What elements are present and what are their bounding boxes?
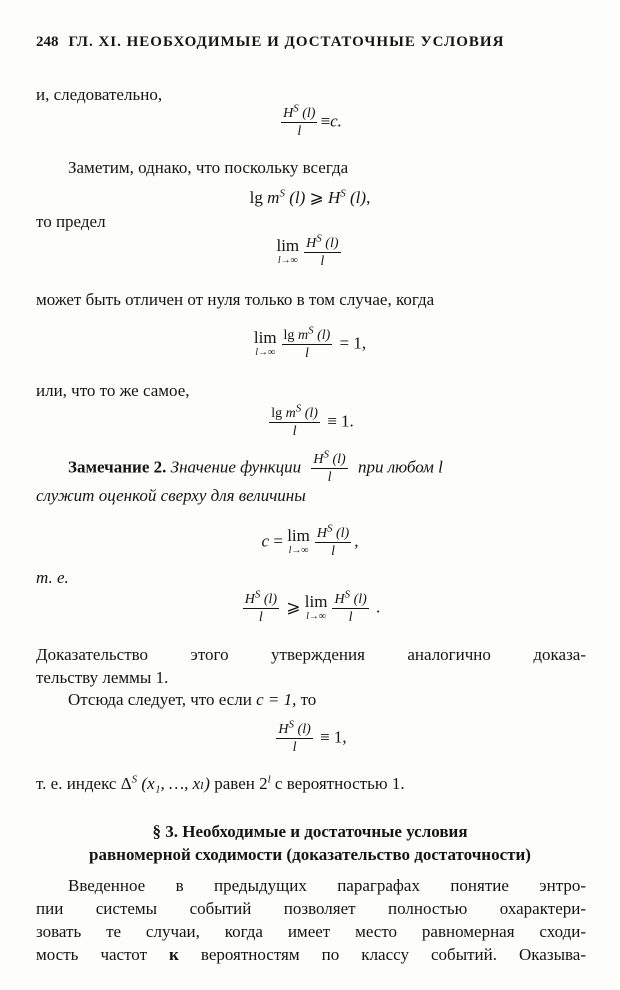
formula-upper-bound: $\frac{H^S (l)}{l}$ ⩾ lim l→∞ $\frac{H^S (l)}{l}$ . <box>244 588 381 625</box>
text-line: т. е. индекс $\Delta^S$ (x₁, …, xₗ) равен 2$^l$ с вероятностью 1. <box>36 773 405 793</box>
paragraph-line: пии системы событий позволяет полностью охарактери- <box>36 899 586 918</box>
text-line: может быть отличен от нуля только в том случае, когда <box>36 290 435 309</box>
formula-entropy-ratio: $\frac{H^S (l)}{l}$ ≡c. <box>283 102 342 139</box>
text-line: и, следовательно, <box>36 85 163 104</box>
page-number: 248 <box>36 34 59 50</box>
formula-inequality: $\lg m^S$ (l) ⩾ $H^S$ (l), <box>249 187 371 207</box>
text-line: Отсюда следует, что если c = 1, то <box>68 690 317 709</box>
section-title: § 3. Необходимые и достаточные условия <box>152 822 468 841</box>
paragraph-line: Введенное в предыдущих параграфах понятие энтро- <box>68 876 586 895</box>
running-header <box>36 30 586 54</box>
remark-line: Замечание 2. Значение функции $\frac{H^S (l)}{l}$ при любом l <box>68 448 443 485</box>
formula-equals-one: $\frac{H^S (l)}{l}$ ≡ 1, <box>278 718 347 755</box>
text-line: или, что то же самое, <box>36 381 190 400</box>
paragraph-line: мость частот к вероятностям по классу событий. Оказыва- <box>36 945 587 964</box>
fraction: $\frac{H^S (l)}{l}$ <box>283 102 316 139</box>
remark-label: Замечание 2. <box>68 457 167 477</box>
text-line: Заметим, однако, что поскольку всегда <box>68 158 349 177</box>
text-line: т. е. <box>36 568 69 587</box>
formula-c-definition: c = lim l→∞ $\frac{H^S (l)}{l}$ , <box>261 522 359 559</box>
text-line: служит оценкой сверху для величины <box>36 486 306 505</box>
text-line: Доказательство этого утверждения аналогично доказа- <box>36 645 586 664</box>
text-line: тельству леммы 1. <box>36 668 169 687</box>
running-title: ГЛ. XI. НЕОБХОДИМЫЕ И ДОСТАТОЧНЫЕ УСЛОВИЯ <box>68 34 505 50</box>
paragraph-line: зовать те случаи, когда имеет место равномерная сходи- <box>36 922 586 941</box>
text-line: то предел <box>36 212 106 231</box>
formula-limit: lim l→∞ $\frac{H^S (l)}{l}$ <box>276 232 339 269</box>
formula-log-ratio: $\frac{\lg m^S (l)}{l}$ ≡ 1. <box>271 402 354 439</box>
section-subtitle: равномерной сходимости (доказательство достаточности) <box>89 845 531 864</box>
formula-limit-log: lim l→∞ $\frac{\lg m^S (l)}{l}$ = 1, <box>253 324 367 361</box>
